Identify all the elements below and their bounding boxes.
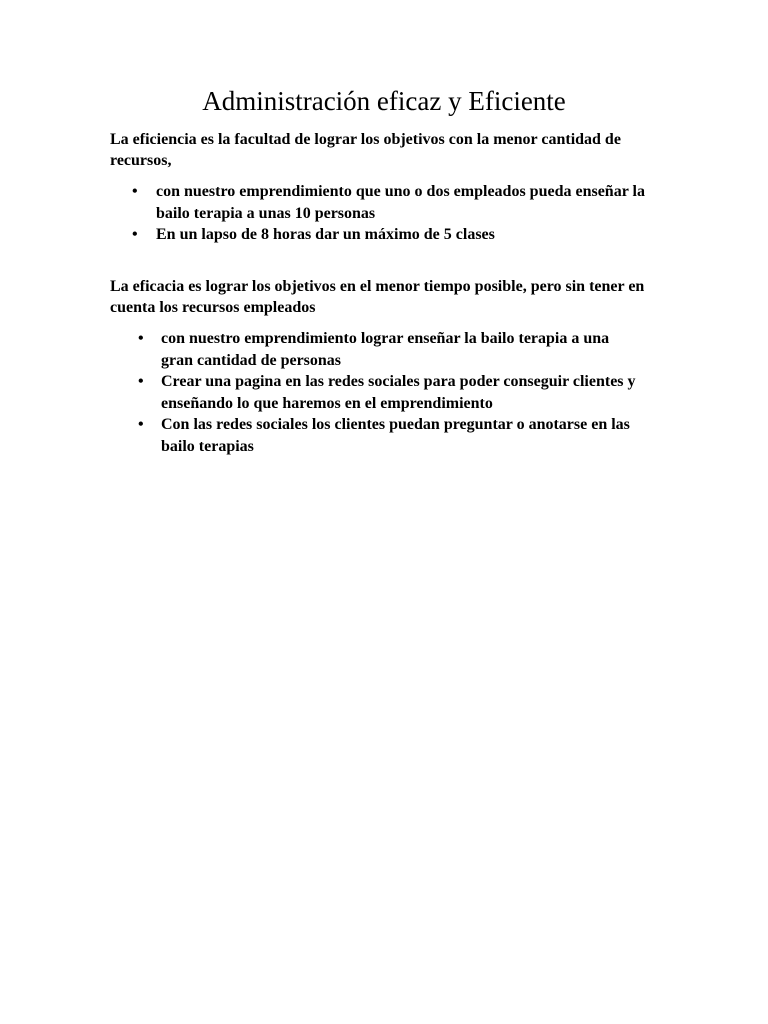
bullet-icon: • (132, 183, 138, 200)
efficacy-bullet-list (110, 328, 670, 457)
efficacy-paragraph: La eficacia es lograr los objetivos en el menor tiempo posible, pero sin tener en cuenta los recursos empleados (110, 278, 645, 316)
bullet-text: Con las redes sociales los clientes puedan preguntar o anotarse en las bailo terapias (161, 416, 630, 455)
list-item (110, 414, 641, 457)
bullet-text: con nuestro emprendimiento lograr enseñar la bailo terapia a una gran cantidad de personas (161, 330, 610, 369)
efficiency-paragraph: La eficiencia es la facultad de lograr los objetivos con la menor cantidad de recursos, (110, 131, 621, 169)
list-item (110, 181, 646, 224)
efficiency-bullet-list (110, 181, 670, 246)
bullet-icon: • (138, 416, 144, 433)
efficacy-section (110, 276, 670, 457)
list-item (110, 328, 641, 371)
bullet-text: con nuestro emprendimiento que uno o dos empleados pueda enseñar la bailo terapia a unas 10 personas (156, 183, 645, 222)
list-item (110, 224, 646, 246)
bullet-icon: • (132, 226, 138, 243)
list-item (110, 371, 641, 414)
document-title: Administración eficaz y Eficiente (202, 86, 566, 116)
efficiency-section (110, 129, 670, 246)
bullet-icon: • (138, 373, 144, 390)
bullet-text: Crear una pagina en las redes sociales para poder conseguir clientes y enseñando lo que haremos en el emprendimiento (161, 373, 636, 412)
bullet-text: En un lapso de 8 horas dar un máximo de 5 clases (156, 226, 495, 243)
bullet-icon: • (138, 330, 144, 347)
